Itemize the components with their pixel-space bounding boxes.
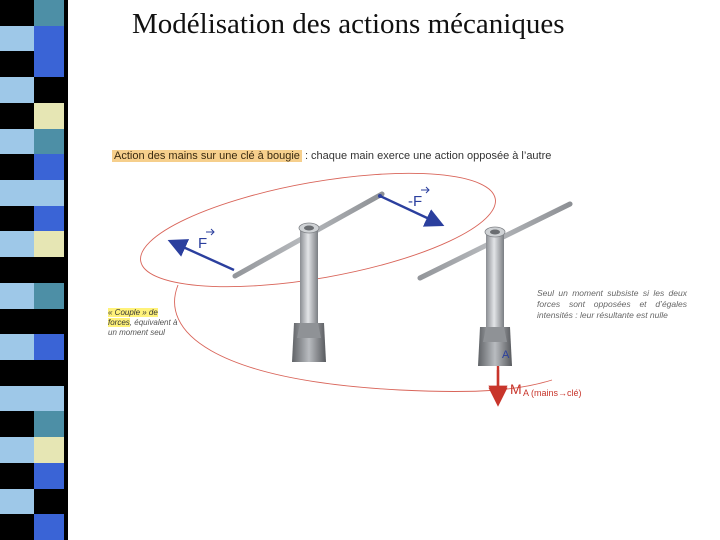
sidebar-block <box>0 154 34 180</box>
sidebar-block <box>34 283 64 309</box>
force-label-left: F <box>198 235 208 252</box>
sidebar-block <box>0 129 34 155</box>
sidebar-block <box>0 463 34 489</box>
sidebar-block <box>34 257 64 283</box>
moment-subscript: A (mains→clé) <box>523 388 582 398</box>
sidebar-block <box>0 51 34 77</box>
sidebar-block <box>64 334 68 360</box>
sidebar-block <box>0 206 34 232</box>
sidebar-block <box>64 463 68 489</box>
caption-rest: : chaque main exerce une action opposée à l’autre <box>301 150 552 162</box>
sidebar-block <box>64 411 68 437</box>
couple-rest: , équivalent à un moment seul <box>108 318 178 337</box>
sidebar-block <box>64 309 68 335</box>
sidebar-block <box>64 0 68 26</box>
sidebar-block <box>0 386 34 412</box>
sidebar-block <box>34 26 64 52</box>
wrench-shaft-1 <box>300 228 318 323</box>
sidebar-block <box>64 514 68 540</box>
slide-title: Modélisation des actions mécaniques <box>132 8 565 40</box>
caption-highlight: Action des mains sur une clé à bougie <box>114 150 300 162</box>
sidebar-block <box>64 180 68 206</box>
sidebar-block <box>64 437 68 463</box>
sidebar-block <box>34 231 64 257</box>
sidebar-block <box>34 309 64 335</box>
sidebar-block <box>64 231 68 257</box>
sidebar-block <box>64 129 68 155</box>
sidebar-block <box>34 77 64 103</box>
sidebar-block <box>64 283 68 309</box>
sidebar-block <box>0 77 34 103</box>
couple-highlight: « Couple » de forces <box>108 308 158 327</box>
sidebar-block <box>0 26 34 52</box>
sidebar-block <box>64 386 68 412</box>
sidebar-block <box>0 437 34 463</box>
sidebar-block <box>0 283 34 309</box>
sidebar-block <box>34 103 64 129</box>
sidebar-block <box>34 489 64 515</box>
sidebar-block <box>34 386 64 412</box>
sidebar-block <box>64 51 68 77</box>
sidebar-block <box>64 206 68 232</box>
sidebar-block <box>0 489 34 515</box>
sidebar-block <box>0 309 34 335</box>
sidebar-block <box>34 437 64 463</box>
sidebar-block <box>34 360 64 386</box>
sidebar-block <box>64 489 68 515</box>
sidebar-block <box>64 257 68 283</box>
moment-note: Seul un moment subsiste si les deux forces sont opposées et d’égales intensités : leur résultante est nulle <box>537 288 687 320</box>
sidebar-block <box>34 51 64 77</box>
sidebar-block <box>0 103 34 129</box>
sidebar-block <box>0 411 34 437</box>
decorative-sidebar <box>0 0 68 540</box>
sidebar-block <box>64 360 68 386</box>
wrench-shaft-2 <box>486 232 504 327</box>
sidebar-block <box>64 154 68 180</box>
sidebar-block <box>0 0 34 26</box>
sidebar-block <box>64 26 68 52</box>
sidebar-block <box>0 360 34 386</box>
point-label-a: A <box>502 349 510 361</box>
wrench-diagram <box>100 140 700 420</box>
sidebar-block <box>34 180 64 206</box>
sidebar-block <box>34 129 64 155</box>
moment-label: M <box>510 381 522 397</box>
sidebar-block <box>64 103 68 129</box>
sidebar-block <box>64 77 68 103</box>
sidebar-block <box>34 206 64 232</box>
sidebar-block <box>0 231 34 257</box>
sidebar-block <box>0 514 34 540</box>
sidebar-block <box>34 463 64 489</box>
sidebar-block <box>34 411 64 437</box>
force-label-right: -F <box>408 193 423 210</box>
sidebar-block <box>34 334 64 360</box>
sidebar-block <box>34 154 64 180</box>
couple-annotation <box>108 308 178 338</box>
sidebar-block <box>34 514 64 540</box>
sidebar-block <box>0 180 34 206</box>
sidebar-block <box>34 0 64 26</box>
figure-caption <box>112 150 551 162</box>
sidebar-block <box>0 334 34 360</box>
sidebar-block <box>0 257 34 283</box>
wrench-figure <box>100 140 700 420</box>
